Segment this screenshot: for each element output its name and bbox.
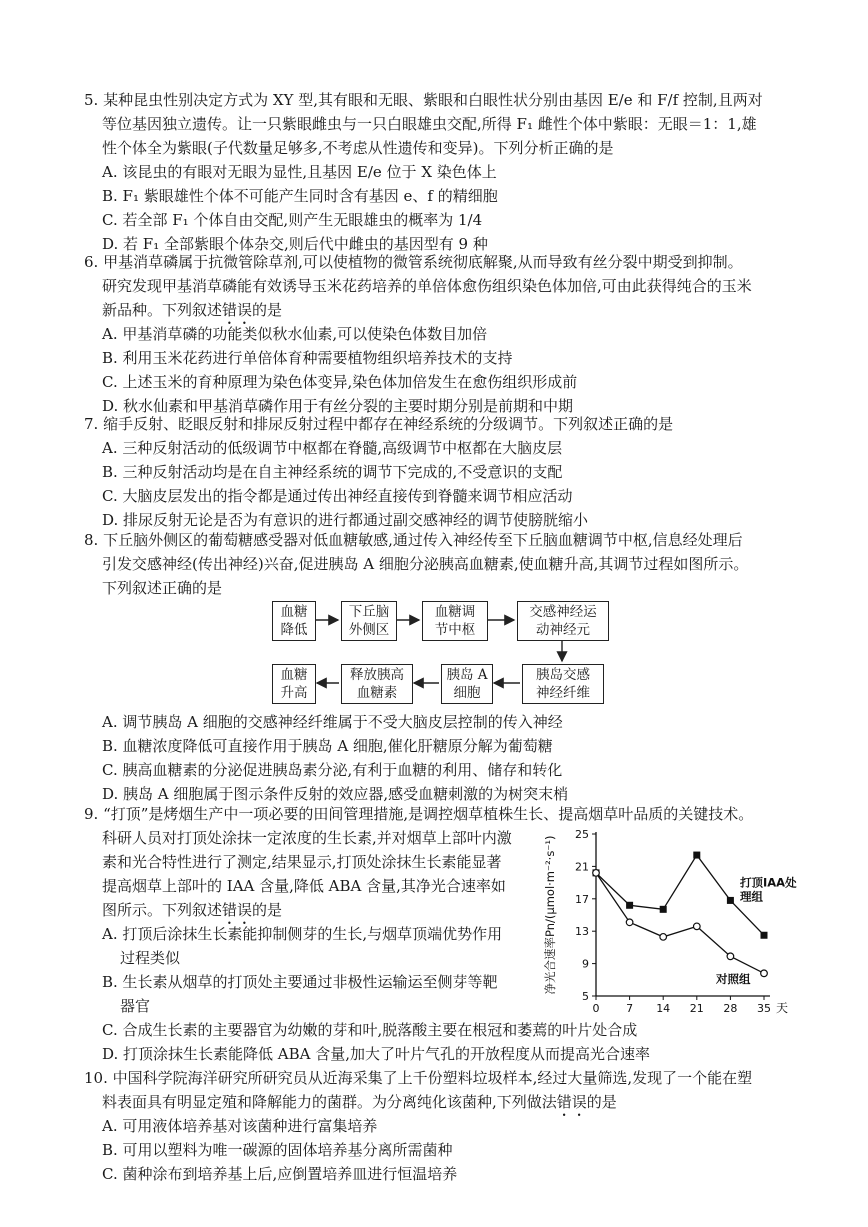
q6-option-c: C. 上述玉米的育种原理为染色体变异,染色体加倍发生在愈伤组织形成前 [102,373,578,391]
q7-option-d: D. 排尿反射无论是否为有意识的进行都通过副交感神经的调节使膀胱缩小 [102,511,589,529]
x-tick-label: 7 [626,1002,634,1015]
series-2-point [727,953,734,960]
q5-option-b: B. F₁ 紫眼雄性个体不可能产生同时含有基因 e、f 的精细胞 [102,187,498,205]
q9-option-a: A. 打顶后涂抹生长素能抑制侧芽的生长,与烟草顶端优势作用 [102,925,503,943]
q8-stem-line-3: 下列叙述正确的是 [102,579,223,597]
x-tick-label: 35 [757,1002,771,1015]
q9-option-c: C. 合成生长素的主要器官为幼嫩的芽和叶,脱落酸主要在根冠和萎蔫的叶片处合成 [102,1021,638,1039]
net-photosynthesis-chart [536,826,797,1016]
q9-option-b-cont: 器官 [120,997,151,1015]
q9-stem-line-4: 提高烟草上部叶的 IAA 含量,降低 ABA 含量,其净光合速率如 [102,877,506,895]
q10-stem-emphasis: 错误 [556,1093,587,1111]
q9-option-a-cont: 过程类似 [120,949,181,967]
flow-box-islet-sympathetic-fiber: 胰岛交感 神经纤维 [522,664,604,704]
y-tick-label: 21 [575,860,589,874]
x-tick-label: 21 [689,1002,704,1015]
q10-option-c: C. 菌种涂布到培养基上后,应倒置培养皿进行恒温培养 [102,1165,458,1183]
q8-option-d: D. 胰岛 A 细胞属于图示条件反射的效应器,感受血糖刺激的为树突末梢 [102,785,569,803]
series-1-label-cont: 理组 [740,889,763,904]
q5-stem-line-2: 等位基因独立遗传。让一只紫眼雌虫与一只白眼雄虫交配,所得 F₁ 雌性个体中紫眼：无眼＝1：1,雄 [102,115,757,133]
x-tick-label: 0 [592,1002,600,1015]
q9-stem-emphasis: 错误 [222,901,253,919]
q8-option-b: B. 血糖浓度降低可直接作用于胰岛 A 细胞,催化肝糖原分解为葡萄糖 [102,737,553,755]
q6-option-d: D. 秋水仙素和甲基消草磷作用于有丝分裂的主要时期分别是前期和中期 [102,397,574,415]
series-2-point [593,870,600,877]
q8-option-a: A. 调节胰岛 A 细胞的交感神经纤维属于不受大脑皮层控制的传入神经 [102,713,563,731]
flow-box-hypothalamus: 下丘脑 外侧区 [341,601,397,641]
flow-box-sympathetic-motor-neuron: 交感神经运 动神经元 [517,601,609,641]
q5-option-d: D. 若 F₁ 全部紫眼个体杂交,则后代中雌虫的基因型有 9 种 [102,235,488,253]
q7-option-a: A. 三种反射活动的低级调节中枢都在脊髓,高级调节中枢都在大脑皮层 [102,439,563,457]
x-unit-label: 天 [775,1001,789,1015]
y-tick-label: 9 [582,957,589,971]
q5-stem-line-1: 5. 某种昆虫性别决定方式为 XY 型,其有眼和无眼、紫眼和白眼性状分别由基因 E/e 和 F/f 控制,且两对 [84,91,763,109]
q6-option-b: B. 利用玉米花药进行单倍体育种需要植物组织培养技术的支持 [102,349,513,367]
series-2-point [694,923,701,930]
series-2-point [761,970,768,977]
q10-option-b: B. 可用以塑料为唯一碳源的固体培养基分离所需菌种 [102,1141,453,1159]
series-2-label: 对照组 [716,972,751,987]
series-1-point [727,897,734,904]
q5-option-a: A. 该昆虫的有眼对无眼为显性,且基因 E/e 位于 X 染色体上 [102,163,497,181]
q7-option-c: C. 大脑皮层发出的指令都是通过传出神经直接传到脊髓来调节相应活动 [102,487,573,505]
q5-option-c: C. 若全部 F₁ 个体自由交配,则产生无眼雄虫的概率为 1/4 [102,211,483,229]
y-tick-label: 17 [575,892,589,906]
q6-stem-line-2: 研究发现甲基消草磷能有效诱导玉米花药培养的单倍体愈伤组织染色体加倍,可由此获得纯合的玉米 [102,277,752,295]
series-2-point [660,934,667,941]
q9-option-d: D. 打顶涂抹生长素能降低 ABA 含量,加大了叶片气孔的开放程度从而提高光合速率 [102,1045,651,1063]
q10-stem-tail: 的是 [586,1093,617,1111]
flow-box-regulation-center: 血糖调 节中枢 [422,601,488,641]
q8-stem-line-1: 8. 下丘脑外侧区的葡萄糖感受器对低血糖敏感,通过传入神经传至下丘脑血糖调节中枢,信息经处理后 [84,531,743,549]
q9-stem-text: 图所示。下列叙述 [102,901,223,919]
x-tick-label: 28 [723,1002,738,1015]
flow-box-release-glucagon: 释放胰高 血糖素 [341,664,413,704]
series-1-label: 打顶IAA处 [740,875,797,890]
series-1-point [626,902,633,909]
q5-stem-line-3: 性个体全为紫眼(子代数量足够多,不考虑从性遗传和变异)。下列分析正确的是 [102,139,614,157]
q10-stem-line-1: 10. 中国科学院海洋研究所研究员从近海采集了上千份塑料垃圾样本,经过大量筛选,发现了一个能在塑 [84,1069,753,1087]
series-line-2 [596,873,764,973]
y-axis-label: 净光合速率Pn/(μmol·m⁻²·s⁻¹) [543,835,557,995]
y-tick-label: 25 [575,828,589,841]
q8-option-c: C. 胰高血糖素的分泌促进胰岛素分泌,有利于血糖的利用、储存和转化 [102,761,563,779]
q6-stem-line-1: 6. 甲基消草磷属于抗微管除草剂,可以使植物的微管系统彻底解聚,从而导致有丝分裂中期受到抑制。 [84,253,743,271]
series-2-point [626,919,633,926]
series-1-point [761,932,768,939]
q7-option-b: B. 三种反射活动均是在自主神经系统的调节下完成的,不受意识的支配 [102,463,563,481]
q9-stem-line-3: 素和光合特性进行了测定,结果显示,打顶处涂抹生长素能显著 [102,853,502,871]
q9-stem-line-1: 9. “打顶”是烤烟生产中一项必要的田间管理措施,是调控烟草植株生长、提高烟草叶品质的关键技术。 [84,805,754,823]
q6-stem-text: 新品种。下列叙述 [102,301,223,319]
q10-option-a: A. 可用液体培养基对该菌种进行富集培养 [102,1117,378,1135]
q10-stem-text: 料表面具有明显定殖和降解能力的菌群。为分离纯化该菌种,下列做法 [102,1093,557,1111]
q9-option-b: B. 生长素从烟草的打顶处主要通过非极性运输运至侧芽等靶 [102,973,498,991]
series-1-point [693,852,700,859]
flow-box-blood-sugar-low: 血糖 降低 [272,601,316,641]
q7-stem-line-1: 7. 缩手反射、眨眼反射和排尿反射过程中都存在神经系统的分级调节。下列叙述正确的是 [84,415,674,433]
q6-stem-tail: 的是 [252,301,283,319]
flow-box-blood-sugar-high: 血糖 升高 [272,664,316,704]
q6-option-a: A. 甲基消草磷的功能类似秋水仙素,可以使染色体数目加倍 [102,325,488,343]
y-tick-label: 5 [582,990,589,1003]
q6-stem-emphasis: 错误 [222,301,253,319]
q9-stem-tail: 的是 [252,901,283,919]
series-line-1 [596,855,764,935]
x-tick-label: 14 [656,1002,671,1015]
q9-stem-line-2: 科研人员对打顶处涂抹一定浓度的生长素,并对烟草上部叶内激 [102,829,512,847]
series-1-point [660,906,667,913]
q8-stem-line-2: 引发交感神经(传出神经)兴奋,促进胰岛 A 细胞分泌胰高血糖素,使血糖升高,其调节过程如图所示。 [102,555,749,573]
y-tick-label: 13 [575,925,589,939]
flow-box-islet-a-cell: 胰岛 A 细胞 [441,664,493,704]
